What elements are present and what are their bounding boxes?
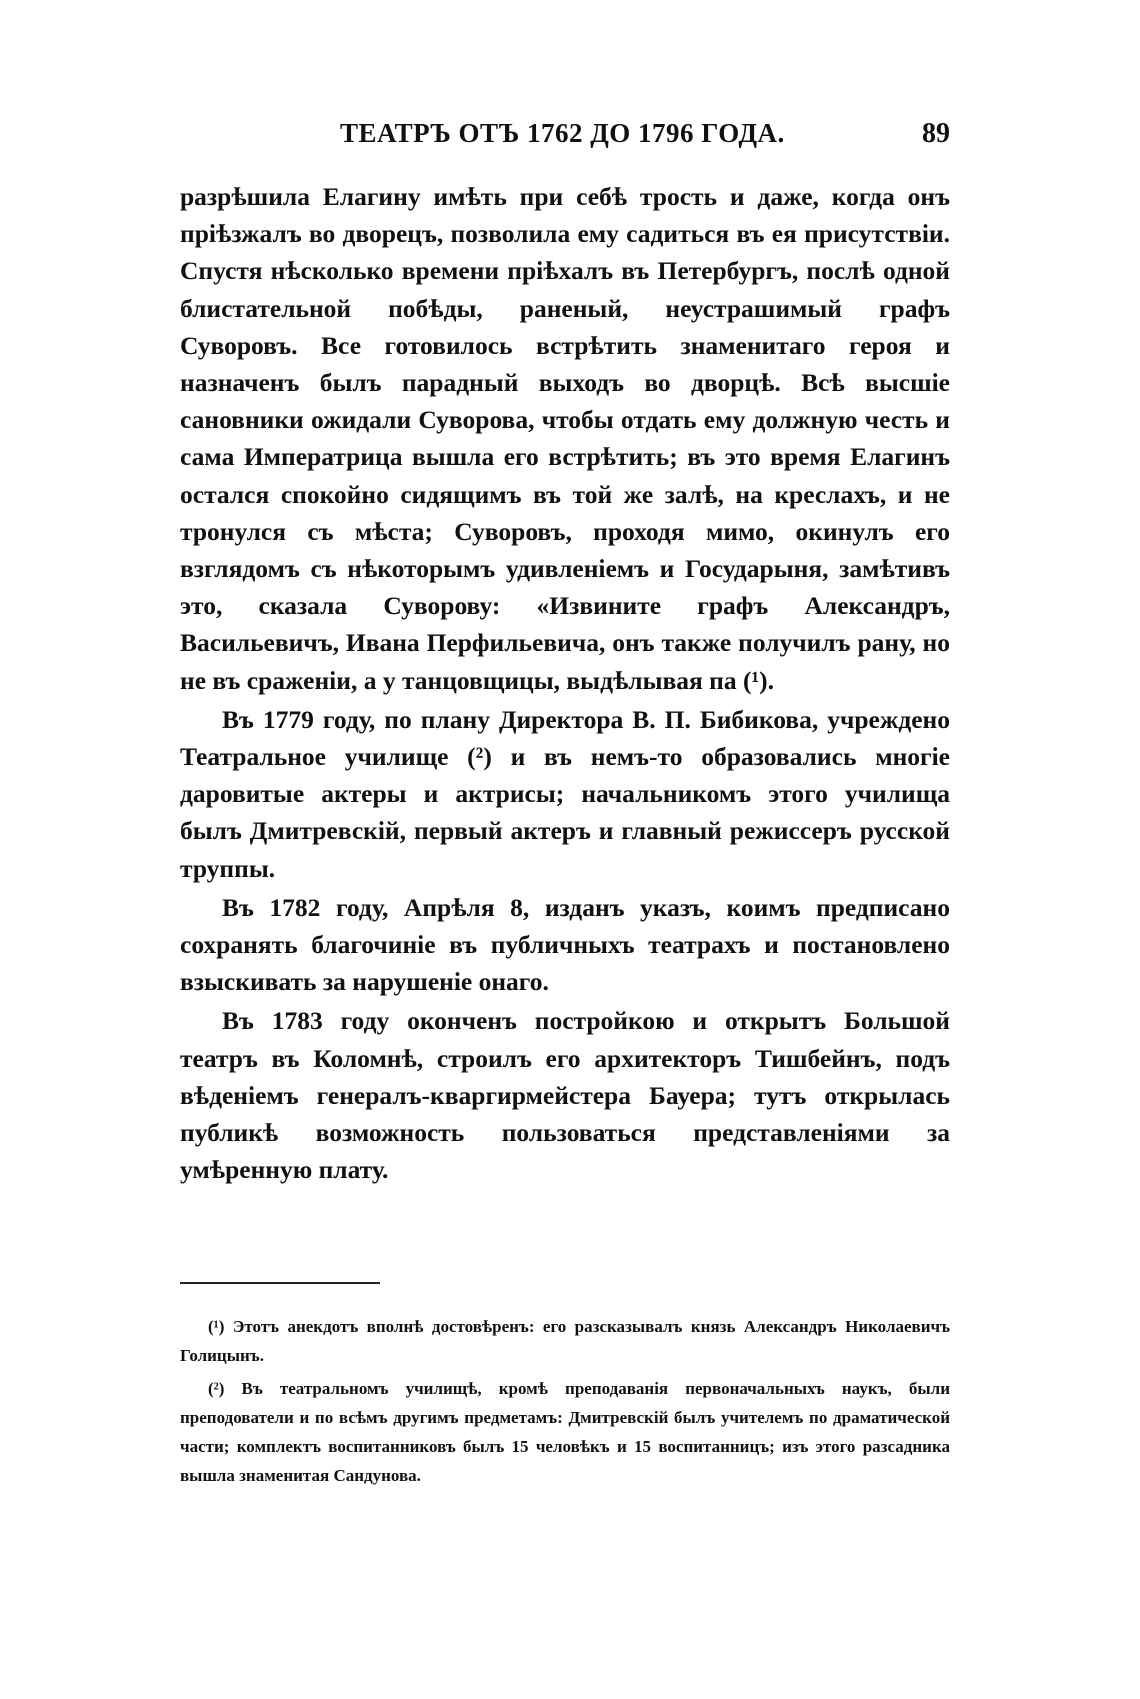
footnote: (²) Въ театральномъ училищѣ, кромѣ преподаванія первоначальныхъ наукъ, были преподователи и по всѣмъ другимъ предметамъ: Дмитревскій былъ учителемъ по драматической части; комплектъ воспитанниковъ былъ 15 человѣкъ и 15 воспитанницъ; изъ этого разсадника вышла знаменитая Сандунова.: [180, 1379, 950, 1485]
page-number: 89: [922, 118, 950, 149]
running-header: [180, 118, 950, 158]
paragraph: Въ 1779 году, по плану Директора В. П. Бибикова, учреждено Театральное училище (²) и въ немъ-то образовались многіе даровитые актеры и актрисы; начальникомъ этого училища былъ Дмитревскій, первый актеръ и главный режиссеръ русской труппы.: [180, 704, 950, 883]
paragraph: разрѣшила Елагину имѣть при себѣ трость и даже, когда онъ пріѣзжалъ во дворецъ, позволила ему садиться въ ея присутствіи. Спустя нѣсколько времени пріѣхалъ въ Петербургъ, послѣ одной блистательной побѣды, раненый, неустрашимый графъ Суворовъ. Все готовилось встрѣтить знаменитаго героя и назначенъ былъ парадный выходъ во дворцѣ. Всѣ высшіе сановники ожидали Суворова, чтобы отдать ему должную честь и сама Императрица вышла его встрѣтить; въ это время Елагинъ остался спокойно сидящимъ въ той же залѣ, на креслахъ, и не тронулся съ мѣста; Суворовъ, проходя мимо, окинулъ его взглядомъ съ нѣкоторымъ удивленіемъ и Государыня, замѣтивъ это, сказала Суворову: «Извините графъ Александръ, Васильевичъ, Ивана Перфильевича, онъ также получилъ рану, но не въ сраженіи, а у танцовщицы, выдѣлывая па (¹).: [180, 182, 950, 695]
footnote-divider: [180, 1282, 380, 1284]
footnote: (¹) Этотъ анекдотъ вполнѣ достовѣренъ: его разсказывалъ князь Александръ Николаевичъ Голицынъ.: [180, 1317, 950, 1365]
footnotes: [180, 1312, 950, 1494]
running-title: ТЕАТРЪ ОТЪ 1762 ДО 1796 ГОДА.: [340, 118, 785, 148]
main-text: [180, 178, 950, 1188]
paragraph: Въ 1782 году, Апрѣля 8, изданъ указъ, коимъ предписано сохранять благочиніе въ публичныхъ театрахъ и постановлено взыскивать за нарушеніе онаго.: [180, 892, 950, 997]
paragraph: Въ 1783 году оконченъ постройкою и открытъ Большой театръ въ Коломнѣ, строилъ его архитекторъ Тишбейнъ, подъ вѣденіемъ генералъ-кваргирмейстера Бауера; тутъ открылась публикѣ возможность пользоваться представленіями за умѣренную плату.: [180, 1006, 950, 1185]
